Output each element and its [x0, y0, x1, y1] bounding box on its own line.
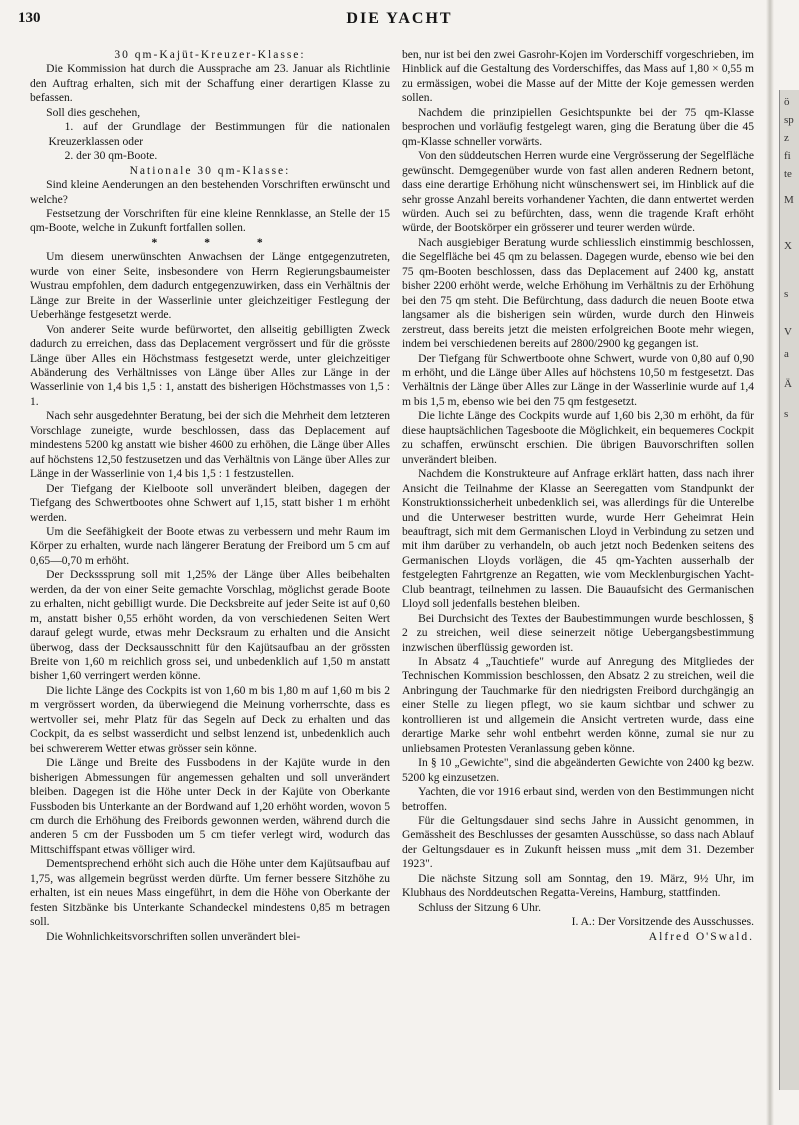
paragraph: Die nächste Sitzung soll am Sonntag, den 19. März, 9½ Uhr, im Klubhaus des Norddeutschen Regatta-Vereins, Hamburg, stattfinden.: [402, 872, 754, 900]
paragraph: Um diesem unerwünschten Anwachsen der Länge entgegenzutreten, wurde von einer Seite, insbesondere von Herrn Regierungsbaumeister Wustrau empfohlen, dem dadurch entgegenzuwirken, dass ein Verhältnis der Länge zur Breite in der Wasserlinie unter gleichzeitiger Festlegung der Ueberhänge festgesetzt werde.: [30, 251, 390, 322]
section-divider-stars: * * *: [151, 236, 285, 249]
paragraph: Um die Seefähigkeit der Boote etwas zu verbessern und mehr Raum im Körper zu erhalten, wurde nach längerer Beratung der Freibord um 5 cm auf 0,65—0,70 m erhöht.: [30, 525, 390, 567]
bleed-glyph: a: [784, 348, 789, 360]
paragraph: Dementsprechend erhöht sich auch die Höhe unter dem Kajütsaufbau auf 1,75, was allgemein begrüsst werden dürfte. Um ferner bessere Sitzhöhe zu erhalten, ist ein neues Mass eingeführt, in dem die Höhe von Oberkante der festen Sitzbänke bis Unterkante Schandeckel mindestens 0,85 m betragen soll.: [30, 858, 390, 929]
page-fold-shadow: [766, 0, 774, 1125]
paragraph: In § 10 „Gewichte", sind die abgeänderten Gewichte von 2400 kg bezw. 5200 kg einzusetzen.: [402, 757, 754, 784]
bleed-glyph: Ä: [784, 378, 792, 390]
paragraph: Nach ausgiebiger Beratung wurde schliesslich einstimmig beschlossen, die Segelfläche bei 45 qm zu belassen. Dagegen wurde, ebenso wie bei den 75 qm-Booten beschlossen, dass das Deplacement auf 2400 kg, anstatt bisher 2200 erhöht werde, welche Erhöhung im Verhältnis zu der Erhöhung bei den 75 qm steht. Die Befürchtung, dass dadurch die neuen Boote etwa langsamer als die bisherigen sein würden, wurde durch den Hinweis zerstreut, dass bereits jetzt die meisten erfolgreichen Boote mehr wiegen, indem bei verschiedenen bereits auf 2800/2900 kg gegangen ist.: [402, 236, 754, 351]
bleed-glyph: s: [784, 288, 789, 300]
paragraph: Von den süddeutschen Herren wurde eine Vergrösserung der Segelfläche gewünscht. Demgegenüber wurde von fast allen anderen Rednern betont, dass eine derartige Erhöhung nicht wünschenswert sei, im Hinblick auf die sehr grosse Anzahl bereits vorhandener Yachten, die dann entwertet werden würden. Auch sei zu befürchten, dass, wenn die tragende Kraft erhöht würde, der Bootskörper ein grösserer und teurer werden würde.: [402, 150, 754, 235]
adjacent-page-edge: [779, 90, 799, 1090]
paragraph: Der Decksssprung soll mit 1,25% der Länge über Alles beibehalten werden, da der von einer Seite gemachte Vorschlag, möglichst gerade Boote zu erhalten, nicht gebilligt wurde. Die Decksbreite auf jeder Seite ist auf 0,60 m, anstatt bisher 0,55 erhöht worden, da von verschiedenen Seiten Wert darauf gelegt wurde, etwas mehr Decksraum zu erhalten und die Ansicht überwog, dass der Decksausschnitt für den Kajütsaufbau an der grössten Breite von 1,60 m reichlich gross sei, und unbedenklich auf 1,50 m anstatt bisher 1,60 verringert werden könne.: [30, 569, 390, 683]
paragraph: Nachdem die Konstrukteure auf Anfrage erklärt hatten, dass nach ihrer Ansicht die Teilnahme der Klasse an Seeregatten vom Standpunkt der Konstruktionssicherheit unbedenklich sei, was allerdings für die Unterelbe und die Unterweser bestritten wurde, wurde Herr Geheimrat Hein beauftragt, sich mit dem Germanischen Lloyd in Verbindung zu setzen und mit ihm darüber zu verhandeln, ob auch jetzt noch Bedenken seitens des Germanischen Lloyds vorlägen, die 45 qm-Yachten ausserhalb der festgelegten Fahrtgrenze an Regatten, wie vom Mecklenburgischen Yacht-Club beantragt, teilnehmen zu lassen. Die Bauaufsicht des Germanischen Lloyd soll jedenfalls bestehen bleiben.: [402, 468, 754, 611]
signature-line: I. A.: Der Vorsitzende des Ausschusses.: [571, 916, 754, 929]
bleed-glyph: ö: [784, 96, 790, 108]
bleed-glyph: z: [784, 132, 789, 144]
bleed-glyph: s: [784, 408, 789, 420]
paragraph: Der Tiefgang der Kielboote soll unverändert bleiben, dagegen der Tiefgang des Schwertbootes ohne Schwert auf 1,15, statt bisher 1 m erhöht werden.: [30, 482, 390, 524]
paragraph: Soll dies geschehen,: [46, 106, 141, 119]
bleed-glyph: fi: [784, 150, 791, 162]
paragraph: Sind kleine Aenderungen an den bestehenden Vorschriften erwünscht und welche?: [30, 179, 390, 206]
section-title-30qm-kajuet: 30 qm-Kajüt-Kreuzer-Klasse:: [114, 49, 306, 61]
running-head: DIE YACHT: [346, 10, 453, 27]
bleed-glyph: M: [784, 194, 794, 206]
left-column: [30, 48, 390, 944]
paragraph: Yachten, die vor 1916 erbaut sind, werden von den Bestimmungen nicht betroffen.: [402, 786, 754, 813]
paragraph: Bei Durchsicht des Textes der Baubestimmungen wurde beschlossen, § 2 zu streichen, weil diese seinerzeit nötige Uebergangsbestimmung inzwischen überflüssig geworden ist.: [402, 612, 754, 654]
bleed-glyph: te: [784, 168, 792, 180]
paragraph: Von anderer Seite wurde befürwortet, den allseitig gebilligten Zweck dadurch zu erreichen, dass das Deplacement vergrössert und für die grösste Länge über Alles ein Höchstmass festgesetzt werde, unter gleichzeitiger Abänderung des Verhältnisses von Länge über Alles zur Länge in der Wasserlinie von 1,4 bis 1,5 : 1, anstatt des bisherigen Höchstmasses von 1,5 : 1.: [30, 323, 390, 408]
paragraph: Die lichte Länge des Cockpits ist von 1,60 m bis 1,80 m auf 1,60 m bis 2 m vergrössert worden, da überwiegend die Meinung vorherrschte, dass es wertvoller sei, mehr Platz für das Segeln auf Deck zu erhalten und das Cockpit, da es selbst wasserdicht und selbst lenzend ist, unbedenklich auch bei schwererem Wetter etwas grösser sein könne.: [30, 684, 390, 755]
paragraph: Die lichte Länge des Cockpits wurde auf 1,60 bis 2,30 m erhöht, da für diese hauptsächlichen Tagesboote die Möglichkeit, ein bequemeres Cockpit zu schaffen, erwünscht erschien. Die übrigen Bauvorschriften sollen unverändert bleiben.: [402, 410, 754, 466]
paragraph: ben, nur ist bei den zwei Gasrohr-Kojen im Vorderschiff vorgeschrieben, im Hinblick auf die Gestaltung des Vorderschiffes, das Mass auf 1,80 × 0,55 m zu ermässigen, wobei die Masse auf der Mitte der Koje gemessen werden sollen.: [402, 49, 754, 105]
list-item: 2. der 30 qm-Boote.: [64, 150, 158, 163]
bleed-glyph: X: [784, 240, 792, 252]
paragraph: Nach sehr ausgedehnter Beratung, bei der sich die Mehrheit dem letzteren Vorschlage zuneigte, wurde beschlossen, dass das Deplacement auf mindestens 5200 kg anstatt wie bisher 4600 zu erhöhen, die Länge über Alles auf höchstens 12,50 festzusetzen und das Verhältnis von Länge über Alles zur Länge in der Wasserlinie von 1,4 bis 1,5 : 1 festzustellen.: [30, 410, 390, 481]
list-item: 1. auf der Grundlage der Bestimmungen für die nationalen Kreuzerklassen oder: [48, 121, 390, 148]
paragraph: Nachdem die prinzipiellen Gesichtspunkte bei der 75 qm-Klasse besprochen und vorläufig festgelegt waren, ging die Beratung über die 45 qm-Klasse schneller vorwärts.: [402, 106, 754, 148]
right-column: [402, 48, 754, 944]
bleed-glyph: V: [784, 326, 792, 338]
paragraph: Die Wohnlichkeitsvorschriften sollen unverändert blei-: [46, 930, 301, 943]
bleed-glyph: sp: [784, 114, 794, 126]
paragraph: Die Kommission hat durch die Aussprache am 23. Januar als Richtlinie den Auftrag erhalten, sich mit der Schaffung einer derartigen Klasse zu befassen.: [30, 63, 390, 105]
paragraph: Festsetzung der Vorschriften für eine kleine Rennklasse, an Stelle der 15 qm-Boote, welche in Zukunft fortfallen sollen.: [30, 207, 390, 235]
paragraph: Der Tiefgang für Schwertboote ohne Schwert, wurde von 0,80 auf 0,90 m erhöht, und die Länge über Alles auf höchstens 10,50 m festgesetzt. Das Verhältnis der Länge über Alles zur Länge in der Wasserlinie wurde auf 1,4 m bis 1,5 m, ebenso wie bei den 75 qm festgesetzt.: [402, 352, 754, 408]
paragraph: In Absatz 4 „Tauchtiefe" wurde auf Anregung des Mitgliedes der Technischen Kommission beschlossen, den Absatz 2 zu streichen, weil die Anbringung der Tauchmarke für den niedrigsten Freibord durchgängig an einer Stelle zu liegen pflegt, wo sie kaum sichtbar und schwer zu kontrollieren ist und allgemein die Ansicht vertreten wurde, dass eine derartige Marke sehr wohl entbehrt werden könne, zumal sie nur zu unliebsamen Protesten Veranlassung geben könne.: [402, 656, 754, 755]
page-number: 130: [18, 10, 41, 26]
paragraph: Für die Geltungsdauer sind sechs Jahre in Aussicht genommen, in Gemässheit des Beschlusses der gesamten Ausschüsse, so dass nach Ablauf der Geltungsdauer es in Zukunft heissen muss „mit dem 31. Dezember 1923".: [402, 815, 754, 871]
section-title-nationale-30qm: Nationale 30 qm-Klasse:: [129, 164, 291, 177]
paragraph: Die Länge und Breite des Fussbodens in der Kajüte wurde in den bisherigen Abmessungen für angemessen gehalten und soll unverändert bleiben. Dagegen ist die Höhe unter Deck in der Kajüte von Oberkante Fussboden bis Unterkante an der Bordwand auf 1,20 erhöht worden, wovon 5 cm durch die Erhöhung des Freibords gewonnen werden, während durch die anderen 5 cm der Fussboden um 5 cm tiefer verlegt wird, wodurch das Mittschiffspant etwas völliger wird.: [30, 757, 390, 856]
paragraph: Schluss der Sitzung 6 Uhr.: [418, 901, 541, 914]
signature-name: Alfred O'Swald.: [648, 930, 754, 943]
